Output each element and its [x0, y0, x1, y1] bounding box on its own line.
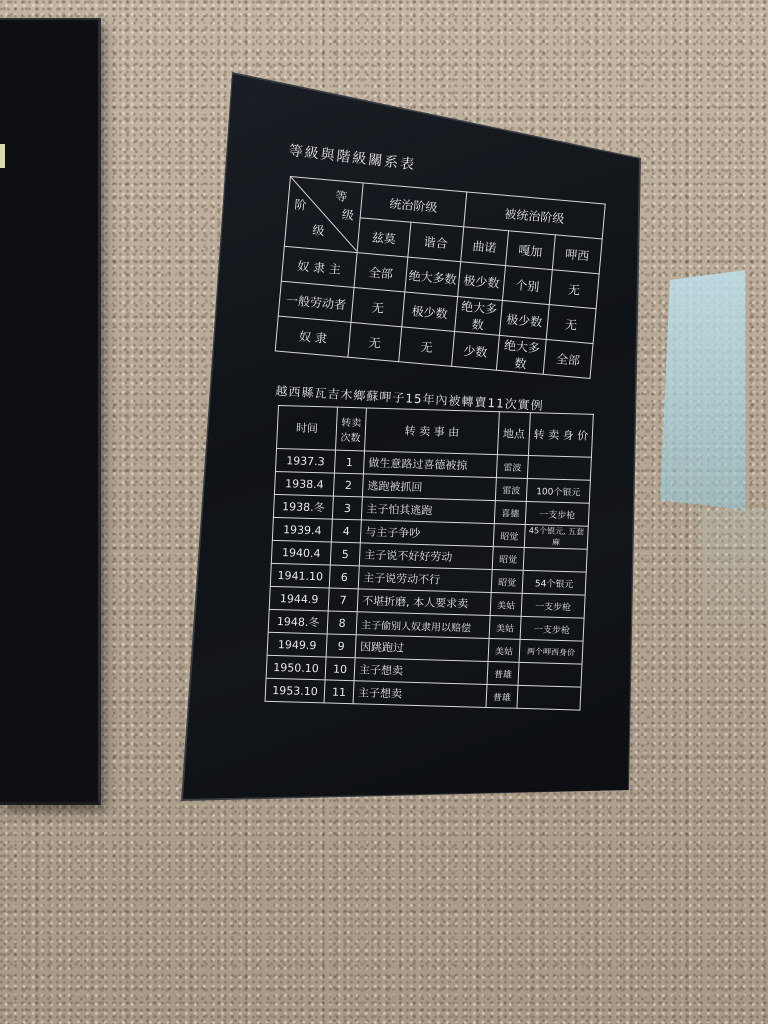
cell-reason: 做生意路过喜德被掠 — [363, 451, 497, 478]
cell-price: 45个银元, 五套麻 — [524, 524, 588, 549]
cell-place: 喜德 — [494, 501, 526, 525]
table-cell: 绝大多数 — [405, 257, 461, 296]
table-cell: 绝大多数 — [455, 297, 503, 336]
cell-reason: 主子说不好好劳动 — [359, 543, 493, 570]
cell-place: 普雄 — [486, 684, 518, 708]
cell-price: 一支步枪 — [521, 593, 585, 618]
row-label: 奴 隶 主 — [281, 246, 357, 287]
cell-time: 1948.冬 — [268, 609, 328, 634]
table-cell: 无 — [348, 322, 402, 361]
cell-price — [527, 456, 591, 481]
cell-price: 一支步枪 — [525, 501, 589, 526]
table-cell: 个别 — [502, 266, 552, 305]
cell-place: 美姑 — [489, 616, 521, 640]
cell-count: 11 — [324, 680, 354, 704]
corner-top-b: 级 — [341, 207, 355, 223]
table2-title: 越西縣瓦吉木鄉蘇呷子15年內被轉賣11次實例 — [275, 383, 545, 413]
sub-header: 嘎加 — [506, 231, 556, 270]
cell-count: 1 — [334, 450, 364, 474]
cell-reason: 不堪折磨, 本人要求卖 — [357, 589, 491, 616]
rank-class-table — [275, 176, 606, 379]
cell-time: 1953.10 — [265, 678, 325, 703]
cell-count: 4 — [331, 519, 361, 543]
cell-reason: 因跳跑过 — [355, 635, 489, 662]
cell-price — [517, 685, 581, 710]
cell-count: 10 — [325, 657, 355, 681]
cell-place: 昭觉 — [493, 524, 525, 548]
cell-place: 昭觉 — [492, 547, 524, 571]
cell-reason: 逃跑被抓回 — [362, 474, 496, 501]
group-header-ruling: 统治阶级 — [360, 183, 467, 227]
cell-place: 昭觉 — [491, 570, 523, 594]
cell-reason: 主子说劳动不行 — [358, 566, 492, 593]
cell-price: 一支步枪 — [520, 616, 584, 641]
cell-count: 9 — [326, 634, 356, 658]
row-label: 奴 隶 — [275, 316, 351, 357]
col-header-price: 转 卖 身 价 — [528, 413, 593, 458]
table-cell: 全部 — [354, 253, 408, 292]
table-cell: 无 — [546, 305, 596, 344]
cell-count: 8 — [327, 611, 357, 635]
cell-place: 普雄 — [487, 661, 519, 685]
table1-title: 等級與階級關系表 — [287, 142, 417, 174]
cell-time: 1949.9 — [267, 632, 327, 657]
cell-time: 1944.9 — [269, 586, 329, 611]
cell-time: 1937.3 — [275, 448, 335, 473]
table-cell: 无 — [399, 327, 455, 366]
corner-left-a: 阶 — [293, 197, 308, 213]
table-cell: 极少数 — [499, 300, 549, 339]
table-cell: 全部 — [543, 339, 593, 378]
table-cell: 极少数 — [458, 262, 506, 301]
resale-record-table — [265, 405, 594, 711]
col-header-place: 地点 — [497, 412, 530, 456]
cell-reason: 主子怕其逃跑 — [361, 497, 495, 524]
sub-header: 呷西 — [552, 235, 602, 274]
table-cell: 无 — [351, 288, 405, 327]
cell-place: 雷波 — [496, 455, 528, 479]
cell-reason: 主子想卖 — [353, 681, 487, 708]
cell-count: 2 — [333, 473, 363, 497]
cell-place: 雷波 — [495, 478, 527, 502]
cell-price: 100个银元 — [526, 478, 590, 503]
cell-count: 3 — [332, 496, 362, 520]
cell-place: 美姑 — [488, 638, 520, 662]
corner-top-a: 等 — [334, 189, 348, 205]
cell-time: 1940.4 — [271, 540, 331, 565]
col-header-time: 时间 — [277, 406, 338, 451]
corner-cell — [284, 177, 363, 253]
cell-time: 1950.10 — [266, 655, 326, 680]
table-cell: 绝大多数 — [496, 335, 546, 374]
col-header-count: 转卖次数 — [336, 407, 367, 451]
cell-reason: 主子偷别人奴隶用以赔偿 — [356, 612, 490, 639]
cell-count: 5 — [330, 542, 360, 566]
cell-reason: 与主子争吵 — [360, 520, 494, 547]
cell-price — [518, 662, 582, 687]
table-cell: 极少数 — [402, 292, 458, 331]
col-header-reason: 转 卖 事 由 — [364, 408, 499, 455]
sub-header: 曲诺 — [461, 227, 509, 266]
cell-price: 两个呷西身价 — [519, 639, 583, 664]
corner-left-b: 级 — [311, 223, 325, 239]
row-label: 一般劳动者 — [278, 281, 354, 322]
cell-reason: 主子想卖 — [354, 658, 488, 685]
cell-count: 6 — [329, 565, 359, 589]
table-cell: 无 — [549, 270, 599, 309]
cell-count: 7 — [328, 588, 358, 612]
cell-time: 1941.10 — [270, 563, 330, 588]
sub-header: 谐合 — [408, 222, 464, 261]
cell-price: 54个银元 — [522, 570, 586, 595]
table-cell: 少数 — [452, 331, 500, 370]
cell-price — [523, 547, 587, 572]
cell-time: 1938.4 — [274, 471, 334, 496]
group-header-ruled: 被统治阶级 — [464, 192, 606, 239]
sub-header: 兹莫 — [357, 218, 411, 257]
cell-place: 美姑 — [490, 593, 522, 617]
cell-time: 1938.冬 — [273, 494, 333, 519]
cell-time: 1939.4 — [272, 517, 332, 542]
